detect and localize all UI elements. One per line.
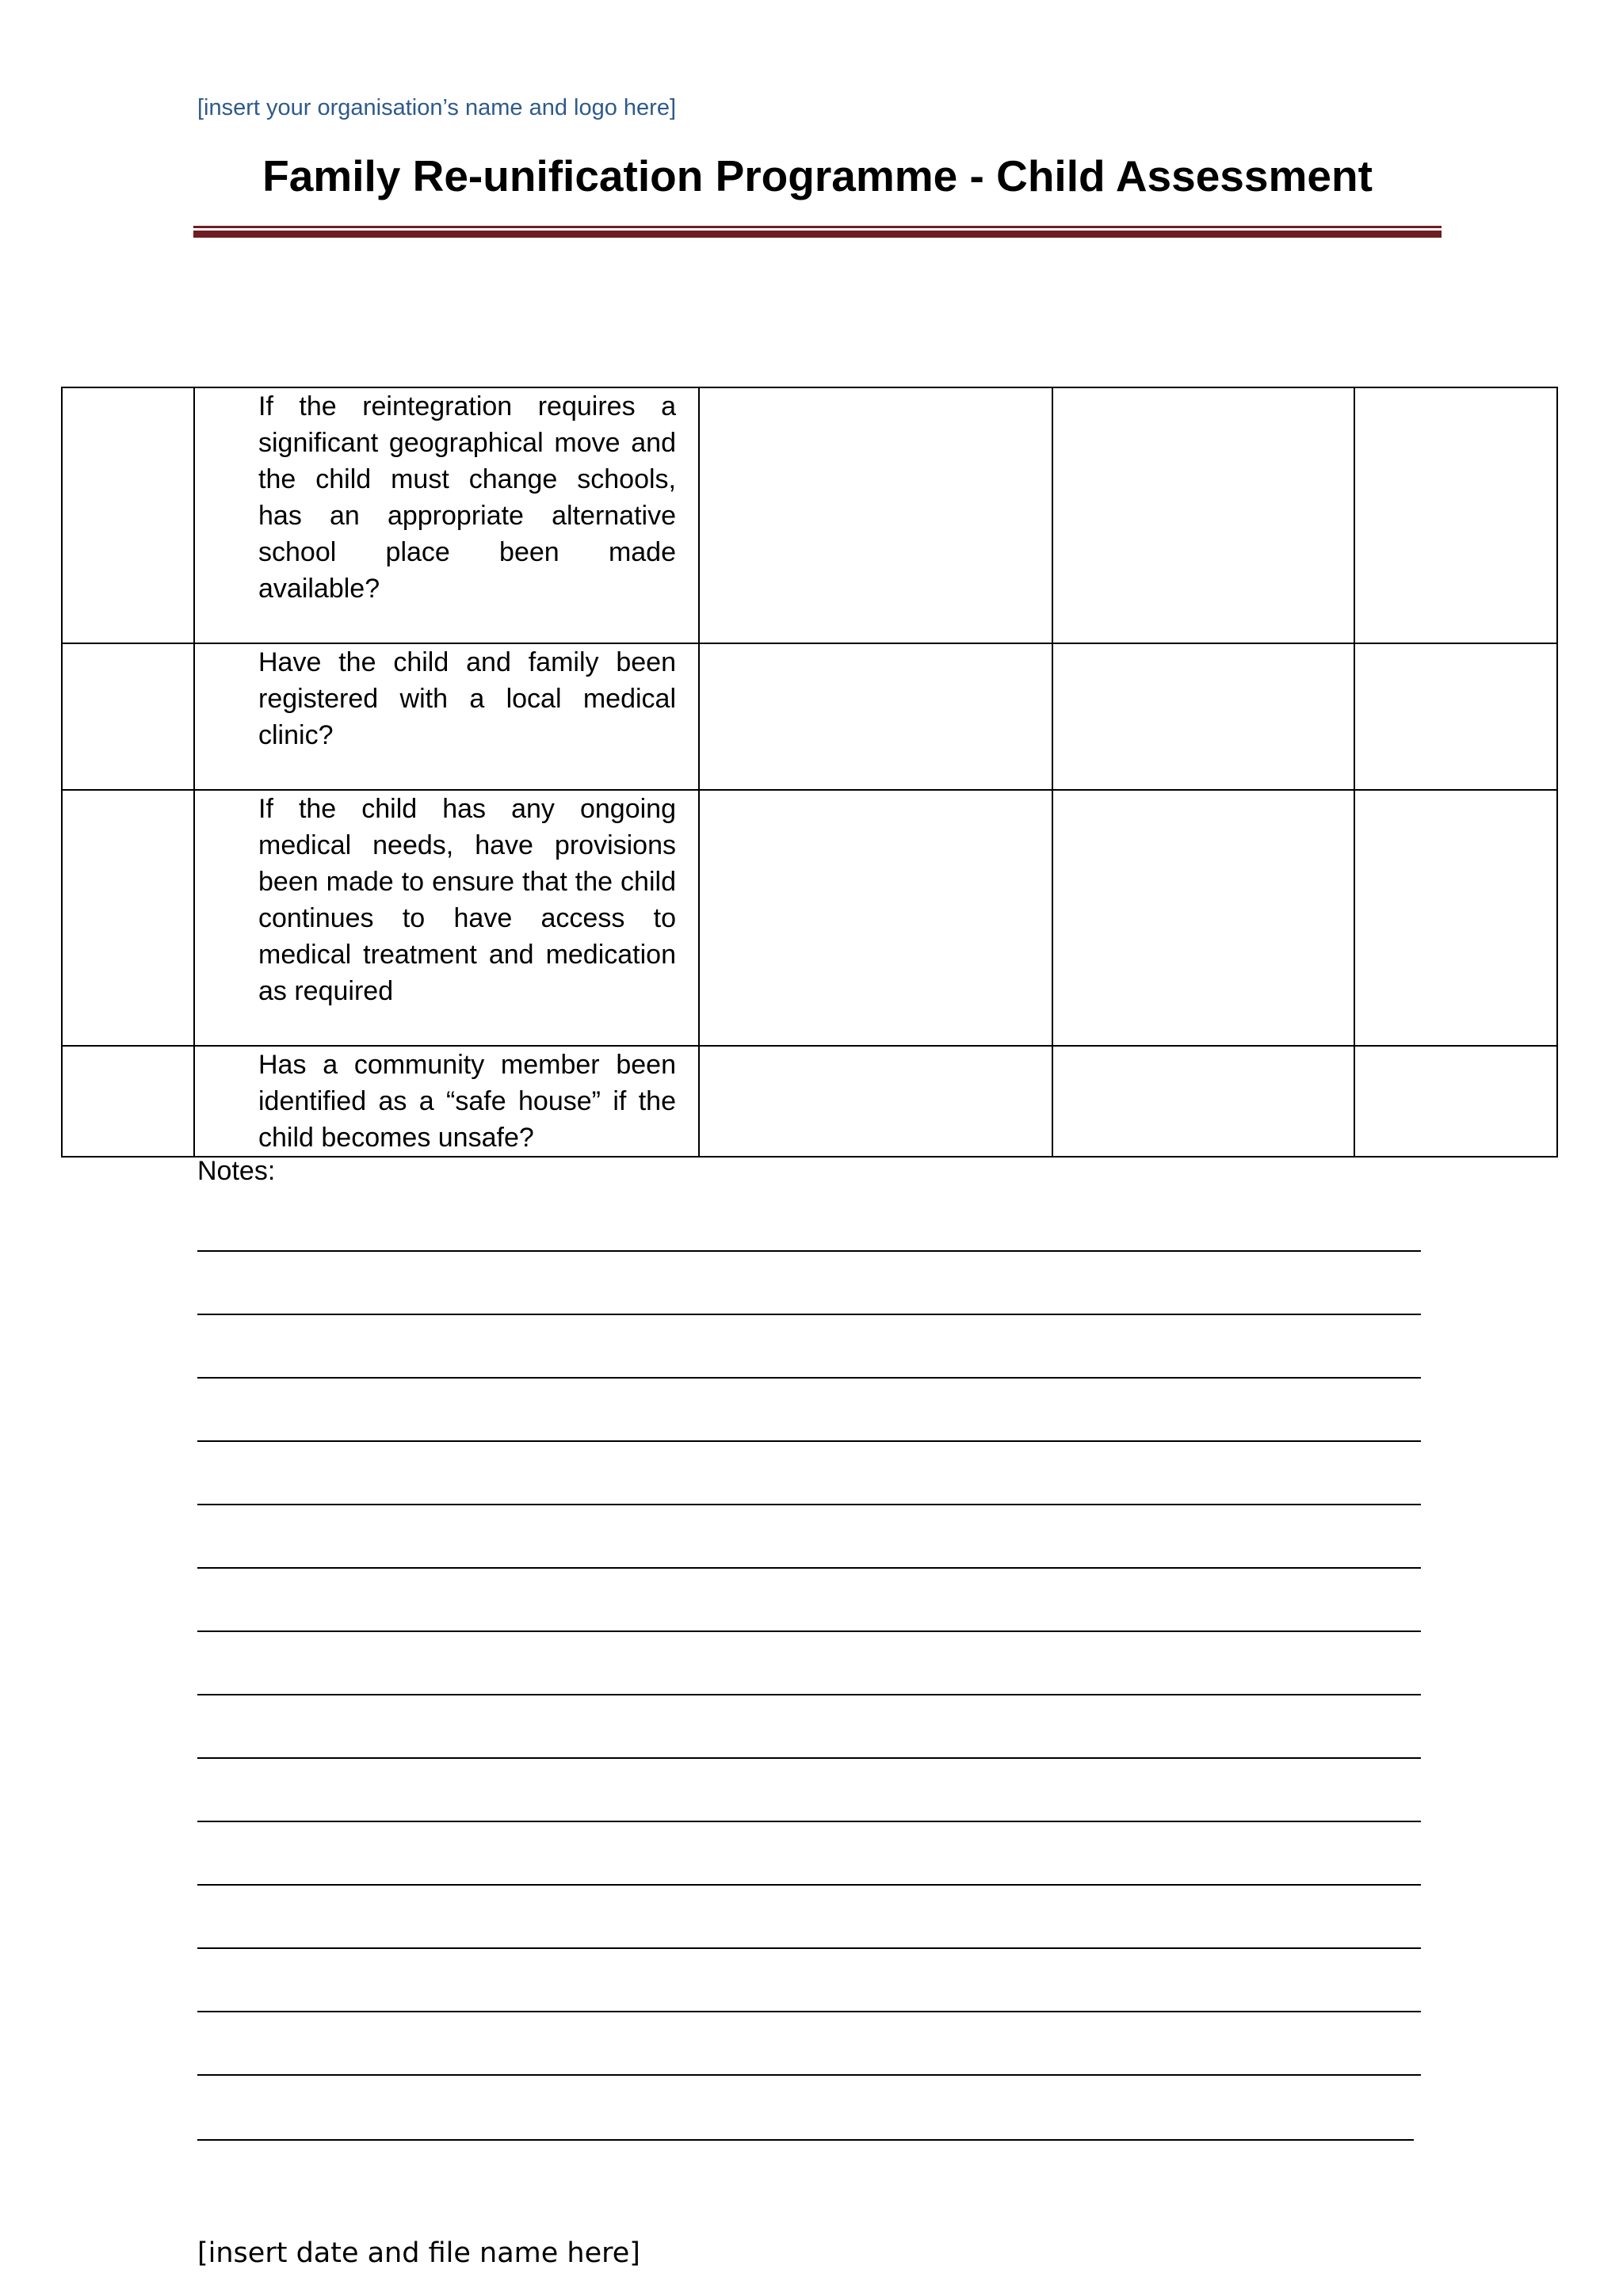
question-text: If the reintegration requires a significant geographical move and the child must change schools, has an appropriate alternative school place been made available? [258,391,676,604]
question-cell [194,1046,699,1157]
note-line[interactable] [197,1314,1421,1315]
status-cell[interactable] [1354,387,1557,643]
note-line[interactable] [197,1630,1421,1632]
number-cell [62,1046,194,1157]
note-line[interactable] [197,1821,1421,1822]
note-line[interactable] [197,1884,1421,1886]
status-cell[interactable] [1354,643,1557,790]
table-row [62,387,1557,643]
notes-label: Notes: [197,1156,276,1186]
response-cell[interactable] [699,1046,1052,1157]
question-cell [194,643,699,790]
status-cell[interactable] [1354,790,1557,1046]
assessment-checklist-table [61,387,1558,1158]
note-line[interactable] [197,1947,1421,1949]
number-cell [62,387,194,643]
number-cell [62,643,194,790]
note-line[interactable] [197,1757,1421,1759]
note-line[interactable] [197,2011,1421,2012]
number-cell [62,790,194,1046]
title-divider-thin [193,226,1442,228]
note-line[interactable] [197,2074,1421,2076]
title-divider-thick [193,231,1442,238]
question-text: If the child has any ongoing medical needs, have provisions been made to ensure that the child continues to have access to medical treatment and medication as required [258,794,676,1006]
question-cell [194,387,699,643]
page-title: Family Re-unification Programme - Child Assessment [262,151,1373,200]
footer-placeholder: [insert date and file name here] [197,2237,640,2269]
note-line[interactable] [197,1250,1421,1252]
question-cell [194,790,699,1046]
table-row [62,1046,1557,1157]
question-text: Have the child and family been registered with a local medical clinic? [258,647,676,750]
note-line[interactable] [197,1504,1421,1505]
note-line[interactable] [197,1440,1421,1442]
table-row [62,643,1557,790]
question-text: Has a community member been identified as a “safe house” if the child becomes unsafe? [258,1050,676,1153]
organisation-placeholder: [insert your organisation’s name and logo here] [197,95,677,120]
comment-cell[interactable] [1052,790,1354,1046]
response-cell[interactable] [699,643,1052,790]
note-line[interactable] [197,1567,1421,1569]
note-line[interactable] [197,1377,1421,1379]
comment-cell[interactable] [1052,387,1354,643]
status-cell[interactable] [1354,1046,1557,1157]
table-row [62,790,1557,1046]
response-cell[interactable] [699,790,1052,1046]
note-line[interactable] [197,2139,1414,2141]
comment-cell[interactable] [1052,1046,1354,1157]
note-line[interactable] [197,1694,1421,1695]
response-cell[interactable] [699,387,1052,643]
comment-cell[interactable] [1052,643,1354,790]
